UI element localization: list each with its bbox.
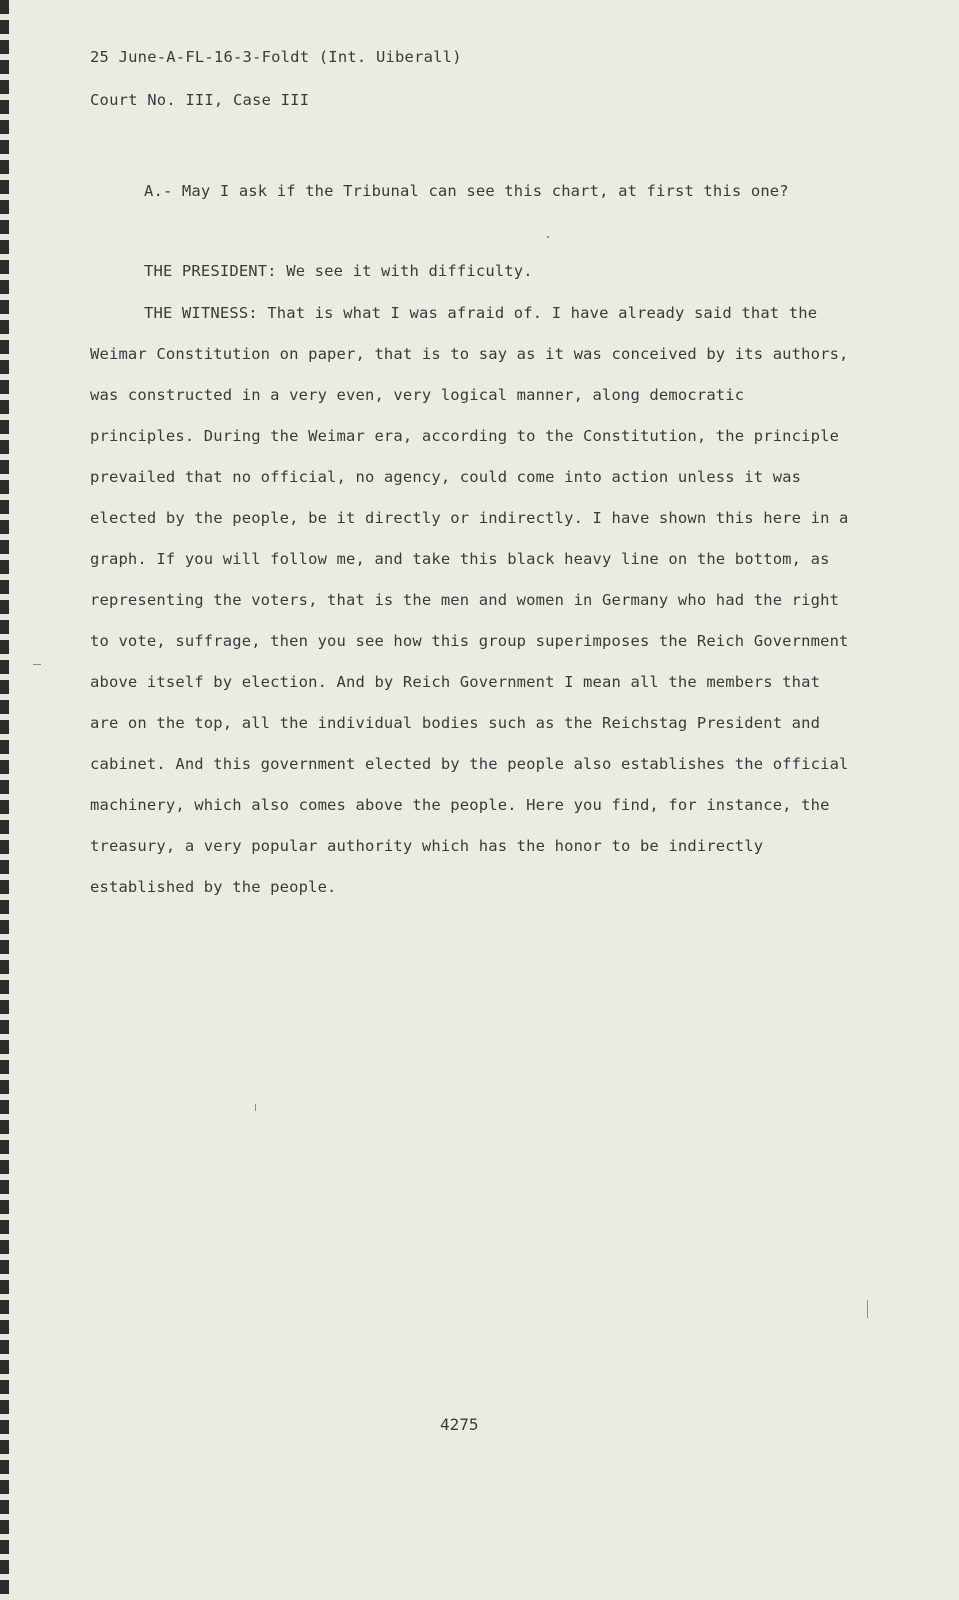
paper-speck <box>547 236 549 238</box>
document-page <box>9 0 959 1600</box>
page-number: 4275 <box>440 1415 479 1434</box>
paper-speck <box>33 664 41 665</box>
paper-speck <box>867 1300 868 1318</box>
transcript-paragraph <box>90 251 850 292</box>
transcript-paragraph <box>90 171 850 212</box>
paragraph-text: THE PRESIDENT: We see it with difficulty. <box>144 262 533 280</box>
paragraph-text: A.- May I ask if the Tribunal can see this chart, at first this one? <box>144 182 789 200</box>
court-case-line: Court No. III, Case III <box>90 91 310 109</box>
paragraph-text: THE WITNESS: That is what I was afraid of. I have already said that the Weimar Constitution on paper, that is to say as it was conceived by its authors, was constructed in a very even, very logical manner, along democratic principles. During the Weimar era, according to the Constitution, the principle prevailed that no official, no agency, could come into action unless it was elected by the people, be it directly or indirectly. I have shown this here in a graph. If you will follow me, and take this black heavy line on the bottom, as representing the voters, that is the men and women in Germany who had the right to vote, suffrage, then you see how this group superimposes the Reich Government above itself by election. And by Reich Government I mean all the members that are on the top, all the individual bodies such as the Reichstag President and cabinet. And this government elected by the people also establishes the official machinery, which also comes above the people. Here you find, for instance, the treasury, a very popular authority which has the honor to be indirectly established by the people. <box>90 304 849 896</box>
paper-speck <box>255 1104 256 1111</box>
document-header-id: 25 June-A-FL-16-3-Foldt (Int. Uiberall) <box>90 48 462 66</box>
transcript-paragraph <box>90 293 850 908</box>
binding-edge <box>0 0 9 1600</box>
